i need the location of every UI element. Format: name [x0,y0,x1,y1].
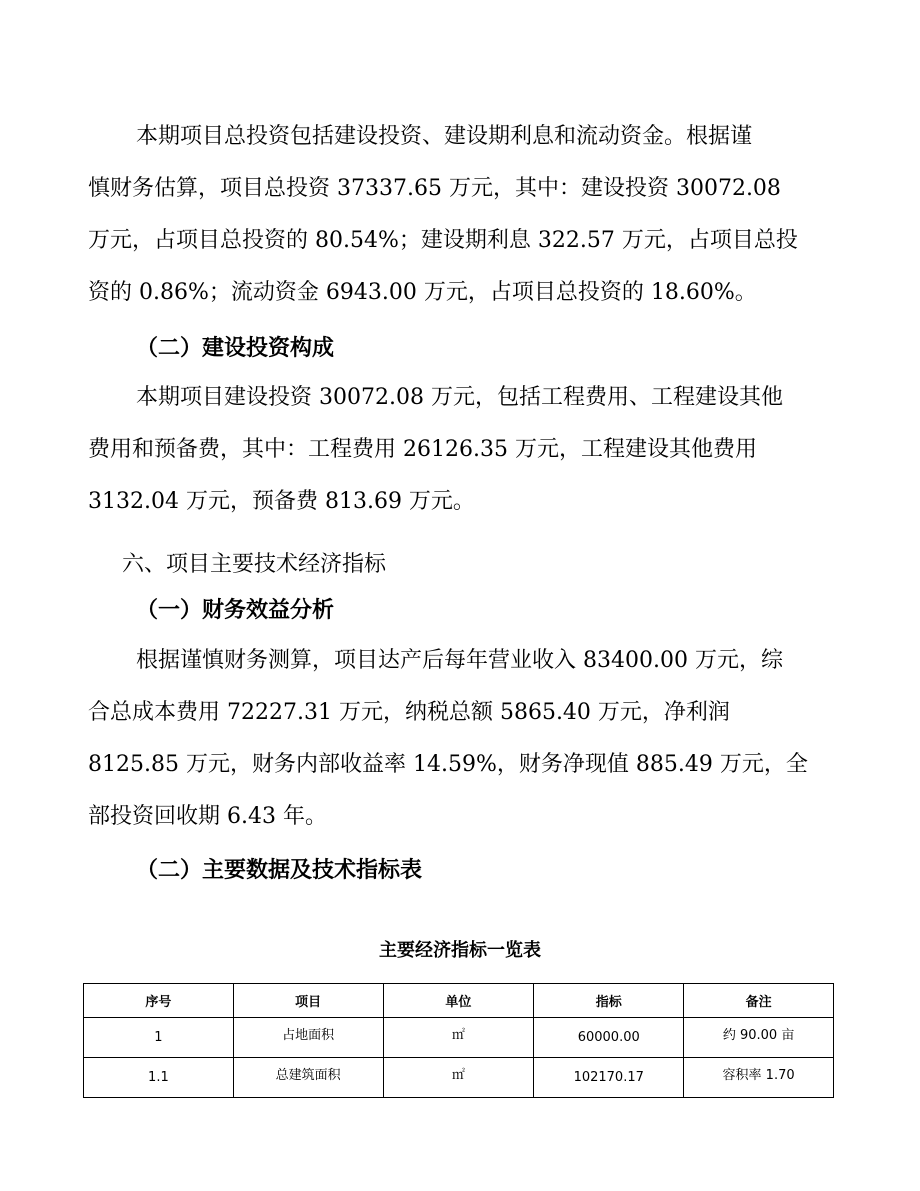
paragraph-total-investment [88,111,832,319]
text-line: 本期项目总投资包括建设投资、建设期利息和流动资金。根据谨 [136,124,753,149]
header-index: 序号 [84,984,234,1018]
text-line: 合总成本费用 72227.31 万元，纳税总额 5865.40 万元，净利润 [88,700,730,725]
cell-indicator: 102170.17 [534,1058,684,1098]
cell-index: 1 [84,1018,234,1058]
cell-item: 占地面积 [233,1018,383,1058]
heading-financial-analysis: （一）财务效益分析 [136,598,335,623]
header-unit: 单位 [383,984,534,1018]
table-title: 主要经济指标一览表 [379,940,541,961]
text-line: 慎财务估算，项目总投资 37337.65 万元，其中：建设投资 30072.08 [88,176,781,201]
text-line: 根据谨慎财务测算，项目达产后每年营业收入 83400.00 万元，综 [136,648,783,673]
table-header-row [84,984,834,1018]
cell-index: 1.1 [84,1058,234,1098]
text-line: 部投资回收期 6.43 年。 [88,804,327,829]
table-row [84,1058,834,1098]
paragraph-financial-analysis [88,635,832,843]
heading-construction-investment: （二）建设投资构成 [136,336,335,361]
paragraph-construction-investment [88,372,832,528]
key-indicators-table [83,983,834,1098]
cell-unit: ㎡ [383,1018,534,1058]
cell-remark: 约 90.00 亩 [684,1018,834,1058]
cell-item: 总建筑面积 [233,1058,383,1098]
table-row [84,1018,834,1058]
cell-remark: 容积率 1.70 [684,1058,834,1098]
header-remark: 备注 [684,984,834,1018]
text-line: 费用和预备费，其中：工程费用 26126.35 万元，工程建设其他费用 [88,437,757,462]
header-item: 项目 [233,984,383,1018]
text-line: 3132.04 万元，预备费 813.69 万元。 [88,489,475,514]
text-line: 资的 0.86%；流动资金 6943.00 万元，占项目总投资的 18.60%。 [88,280,757,305]
header-indicator: 指标 [534,984,684,1018]
text-line: 8125.85 万元，财务内部收益率 14.59%，财务净现值 885.49 万元，全 [88,752,808,777]
cell-indicator: 60000.00 [534,1018,684,1058]
text-line: 万元，占项目总投资的 80.54%；建设期利息 322.57 万元，占项目总投 [88,228,798,253]
cell-unit: ㎡ [383,1058,534,1098]
section-title-key-indicators: 六、项目主要技术经济指标 [122,552,387,577]
heading-data-table: （二）主要数据及技术指标表 [136,858,423,883]
text-line: 本期项目建设投资 30072.08 万元，包括工程费用、工程建设其他 [136,385,783,410]
